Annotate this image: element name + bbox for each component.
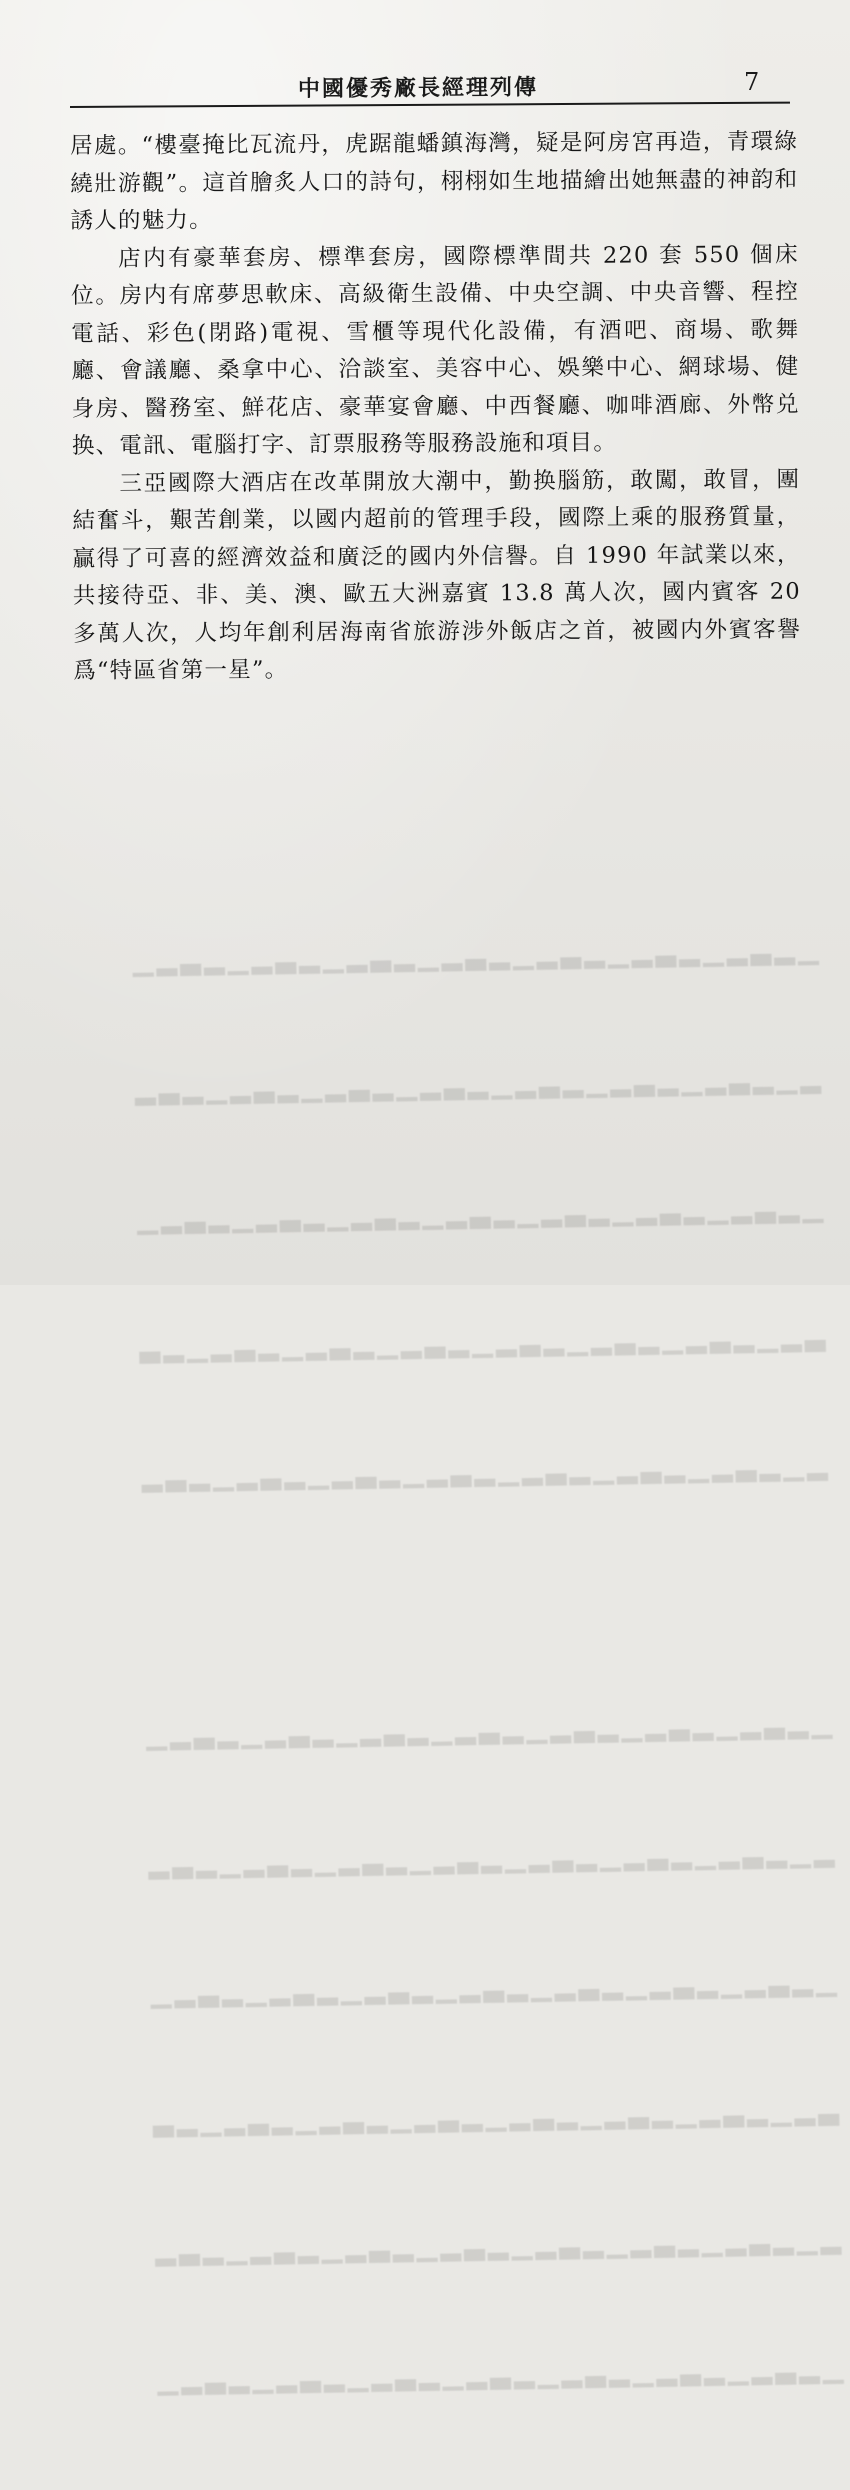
paragraph-2: 店内有豪華套房、標準套房，國際標準間共 220 套 550 個床位。房内有席夢思軟床、高級衛生設備、中央空調、中央音響、程控電話、彩色(閉路)電視、雪櫃等現代化設備，有酒吧、商場、歌舞廳、會議廳、桑拿中心、洽談室、美容中心、娛樂中心、網球場、健身房、醫務室、鮮花店、豪華宴會廳、中西餐廳、咖啡酒廊、外幣兑换、電訊、電腦打字、訂票服務等服務設施和項目。 xyxy=(70,241,800,459)
header-rule xyxy=(70,102,790,108)
bleed-through-text: ▁▂▃▂▁▂▃▂▁▂▃▂▁▂▃▂▁▂▃▂▁▂▃▂▁▂▃▂▁ ▂▁▂▃▂▁▂▃▂▁▂▃▂▁▂▃▂▁▂▃▂▁▂▃▂▁▂▃▂ ▁▂▃▂▁▂▃▂▁▂▃▂▁▂▃▂▁▂▃▂▁▂▃▂▁▂▃▂▁ ▃▂▁▂▃▂▁▂▃▂▁▂▃▂▁▂▃▂▁▂▃▂▁▂▃▂▁▂▃ ▂▁▂▃▂▁▂▃▂▁▂▃▂▁▂▃▂▁▂▃▂▁▂▃▂▁▂▃▂ ▁▂▃▂▁▂▃▂▁▂▃▂▁▂▃▂▁▂▃▂▁▂▃▂▁▂▃▂▁ ▂▁▂▃▂▁▂▃▂▁▂▃▂▁▂▃▂▁▂▃▂▁▂▃▂▁▂▃▂ ▁▂▃▂▁▂▃▂▁▂▃▂▁▂▃▂▁▂▃▂▁▂▃▂▁▂▃▂▁ ▃▂▁▂▃▂▁▂▃▂▁▂▃▂▁▂▃▂▁▂▃▂▁▂▃▂▁▂▃ ▂▁▂▃▂▁▂▃▂▁▂▃▂▁▂▃▂▁▂▃▂▁▂▃▂▁▂▃▂ ▁▂▃▂▁▂▃▂▁▂▃▂▁▂▃▂▁▂▃▂▁▂▃▂▁▂▃▂▁ xyxy=(129,934,844,2397)
page-number: 7 xyxy=(744,68,760,96)
body-text xyxy=(70,124,801,691)
paragraph-3: 三亞國際大酒店在改革開放大潮中，勤换腦筋，敢闖，敢冒，團結奮斗，艱苦創業，以國内超前的管理手段，國際上乘的服務質量，贏得了可喜的經濟效益和廣泛的國内外信譽。自 1990 年試業以來，共接待亞、非、美、澳、歐五大洲嘉賓 13.8 萬人次，國内賓客 20 多萬人次，人均年創利居海南省旅游涉外飯店之首，被國内外賓客譽爲“特區省第一星”。 xyxy=(72,466,802,684)
running-header-title: 中國優秀廠長經理列傳 xyxy=(297,74,539,102)
paragraph-1: 居處。“樓臺掩比瓦流丹，虎踞龍蟠鎮海灣，疑是阿房宮再造，青環綠繞壯游觀”。這首膾炙人口的詩句，栩栩如生地描繪出她無盡的神韵和誘人的魅力。 xyxy=(70,128,799,234)
